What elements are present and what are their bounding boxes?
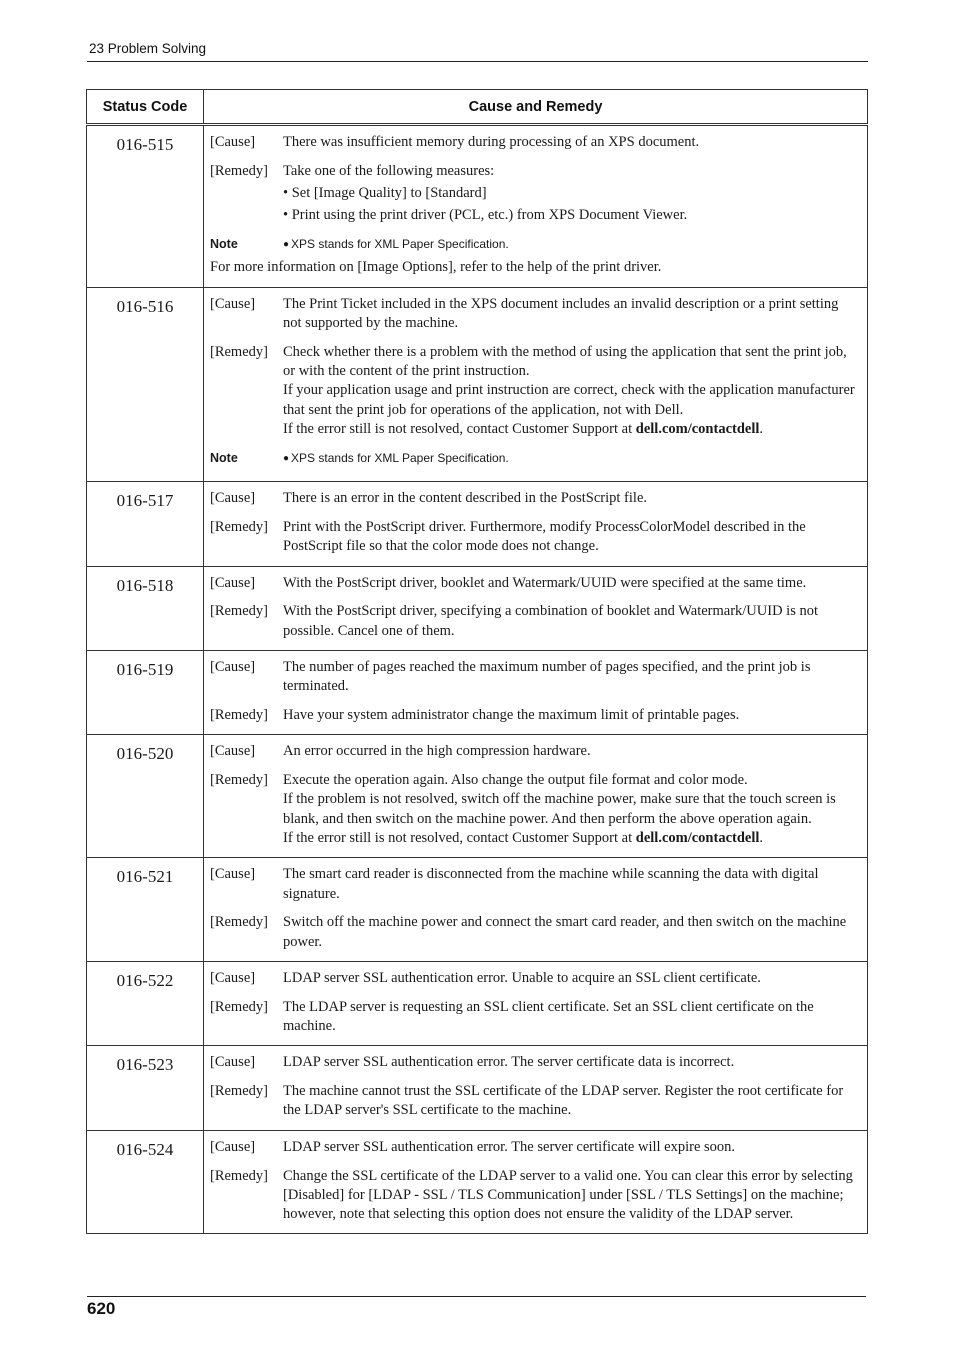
cause-label: [Cause] [210,134,256,150]
remedy-label: [Remedy] [210,707,268,724]
additional-info: For more information on [Image Options], refer to the help of the print driver. [210,259,662,276]
remedy-label: [Remedy] [210,914,268,931]
cause-label: [Cause] [210,490,256,507]
status-code-table [86,89,868,1234]
table-row [87,1130,868,1234]
footer-rule [87,1296,866,1297]
status-code: 016-518 [87,566,204,650]
cause-and-remedy-cell [204,125,868,288]
cause-and-remedy-cell [204,1046,868,1130]
table-row [87,125,868,288]
cause-line [210,742,859,761]
cause-label: [Cause] [210,1138,256,1155]
cause-text: The Print Ticket included in the XPS document includes an invalid description or a print setting not supported by the machine. [283,295,839,332]
column-header-cause-and-remedy: Cause and Remedy [204,90,868,125]
status-code: 016-522 [87,962,204,1046]
remedy-paragraph: Check whether there is a problem with the method of using the application that sent the print job, or with the content of the print instruction. [283,343,847,380]
table-row [87,566,868,650]
remedy-label: [Remedy] [210,1167,268,1184]
cause-and-remedy-cell [204,962,868,1046]
cause-label: [Cause] [210,658,256,675]
remedy-label: [Remedy] [210,518,268,535]
bullet-icon: ● [283,239,290,251]
remedy-bullet: • Print using the print driver (PCL, etc.) from XPS Document Viewer. [283,207,688,224]
note-block [210,449,859,468]
support-link[interactable]: dell.com/contactdell [635,421,760,438]
remedy-text: Switch off the machine power and connect the smart card reader, and then switch on the machine power. [283,914,847,950]
table-row [87,735,868,858]
remedy-text: Change the SSL certificate of the LDAP server to a valid one. You can clear this error by selecting [Disabled] for [LDAP - SSL / TLS Communication] under [SSL / TLS Settings] on the machine; however, note that selecting this option does not ensure the validity of the LDAP server. [283,1167,853,1223]
remedy-intro: Take one of the following measures: [283,162,495,179]
cause-line [210,658,859,697]
sentence-period: . [759,421,764,438]
cause-and-remedy-cell [204,287,868,481]
cause-line [210,574,859,593]
running-header: 23 Problem Solving [89,41,207,56]
bullet-icon: ● [283,452,290,464]
contact-text: If the error still is not resolved, contact Customer Support at [283,830,633,847]
status-code: 016-519 [87,650,204,734]
status-code: 016-517 [87,482,204,566]
remedy-line [210,771,859,848]
remedy-text: The machine cannot trust the SSL certificate of the LDAP server. Register the root certificate for the LDAP server's SSL certificate to the machine. [283,1083,844,1119]
contact-text: If the error still is not resolved, contact Customer Support at [283,421,633,438]
remedy-label: [Remedy] [210,343,268,360]
remedy-line [210,1167,859,1225]
remedy-label: [Remedy] [210,998,268,1015]
cause-label: [Cause] [210,970,256,986]
cause-and-remedy-cell [204,566,868,650]
cause-line [210,133,859,152]
support-link[interactable]: dell.com/contactdell [635,830,760,847]
remedy-paragraph: If your application usage and print instruction are correct, check with the application manufacturer that sent the print job for operations of the application, not with Dell. [283,382,855,418]
note-block [210,235,859,254]
remedy-line [210,998,859,1037]
cause-line [210,969,859,988]
cause-and-remedy-cell [204,650,868,734]
status-code: 016-520 [87,735,204,858]
note-text: XPS stands for XML Paper Specification. [291,237,509,252]
note-label: Note [210,237,238,252]
remedy-bullet: • Set [Image Quality] to [Standard] [283,185,487,202]
cause-label: [Cause] [210,574,256,591]
cause-label: [Cause] [210,295,256,312]
remedy-line [210,602,859,641]
table-row [87,962,868,1046]
remedy-paragraph: Execute the operation again. Also change the output file format and color mode. [283,772,748,789]
remedy-text [283,343,859,439]
remedy-paragraph: If the problem is not resolved, switch off the machine power, make sure that the touch screen is blank, and then switch on the machine power. And then perform the above operation again. [283,791,836,827]
cause-text: The number of pages reached the maximum number of pages specified, and the print job is terminated. [283,658,811,695]
table-row [87,650,868,734]
table-row [87,287,868,481]
remedy-text [283,162,859,226]
cause-and-remedy-cell [204,1130,868,1234]
cause-text: LDAP server SSL authentication error. Unable to acquire an SSL client certificate. [283,970,761,986]
cause-line [210,1138,859,1157]
cause-line [210,1053,859,1072]
note-text: XPS stands for XML Paper Specification. [291,450,509,465]
cause-and-remedy-cell [204,858,868,962]
cause-text: There was insufficient memory during processing of an XPS document. [283,134,700,150]
remedy-text: Print with the PostScript driver. Furthermore, modify ProcessColorModel described in the PostScript file so that the color mode does not change. [283,518,806,555]
remedy-label: [Remedy] [210,162,268,179]
remedy-text: Have your system administrator change the maximum limit of printable pages. [283,707,740,724]
remedy-line [210,343,859,439]
remedy-contact [283,829,859,848]
cause-line [210,295,859,334]
remedy-text [283,771,859,848]
remedy-label: [Remedy] [210,772,268,789]
table-header-row [87,90,868,125]
cause-text: There is an error in the content described in the PostScript file. [283,490,648,507]
remedy-text: With the PostScript driver, specifying a combination of booklet and Watermark/UUID is not possible. Cancel one of them. [283,603,818,639]
page-number: 620 [87,1299,116,1318]
remedy-line [210,913,859,952]
status-code: 016-515 [87,125,204,288]
status-code: 016-524 [87,1130,204,1234]
remedy-text: The LDAP server is requesting an SSL client certificate. Set an SSL client certificate on the machine. [283,998,814,1035]
status-code: 016-523 [87,1046,204,1130]
cause-line [210,489,859,508]
status-code: 016-521 [87,858,204,962]
header-rule [87,61,868,62]
remedy-label: [Remedy] [210,1083,268,1100]
cause-and-remedy-cell [204,482,868,566]
cause-text: LDAP server SSL authentication error. The server certificate data is incorrect. [283,1054,735,1071]
cause-text: The smart card reader is disconnected from the machine while scanning the data with digital signature. [283,866,819,902]
remedy-line [210,518,859,557]
sentence-period: . [759,830,764,847]
cause-text: With the PostScript driver, booklet and Watermark/UUID were specified at the same time. [283,574,807,591]
table-row [87,858,868,962]
cause-label: [Cause] [210,866,256,883]
cause-line [210,865,859,904]
remedy-label: [Remedy] [210,603,268,620]
column-header-status-code: Status Code [87,90,204,125]
cause-text: An error occurred in the high compression hardware. [283,743,591,760]
remedy-line [210,1082,859,1121]
remedy-line [210,162,859,226]
note-label: Note [210,450,238,465]
table-row [87,1046,868,1130]
table-row [87,482,868,566]
cause-label: [Cause] [210,1054,256,1071]
remedy-line [210,706,859,725]
cause-and-remedy-cell [204,735,868,858]
cause-label: [Cause] [210,743,256,760]
remedy-contact [283,420,859,439]
cause-text: LDAP server SSL authentication error. The server certificate will expire soon. [283,1138,736,1155]
status-code: 016-516 [87,287,204,481]
